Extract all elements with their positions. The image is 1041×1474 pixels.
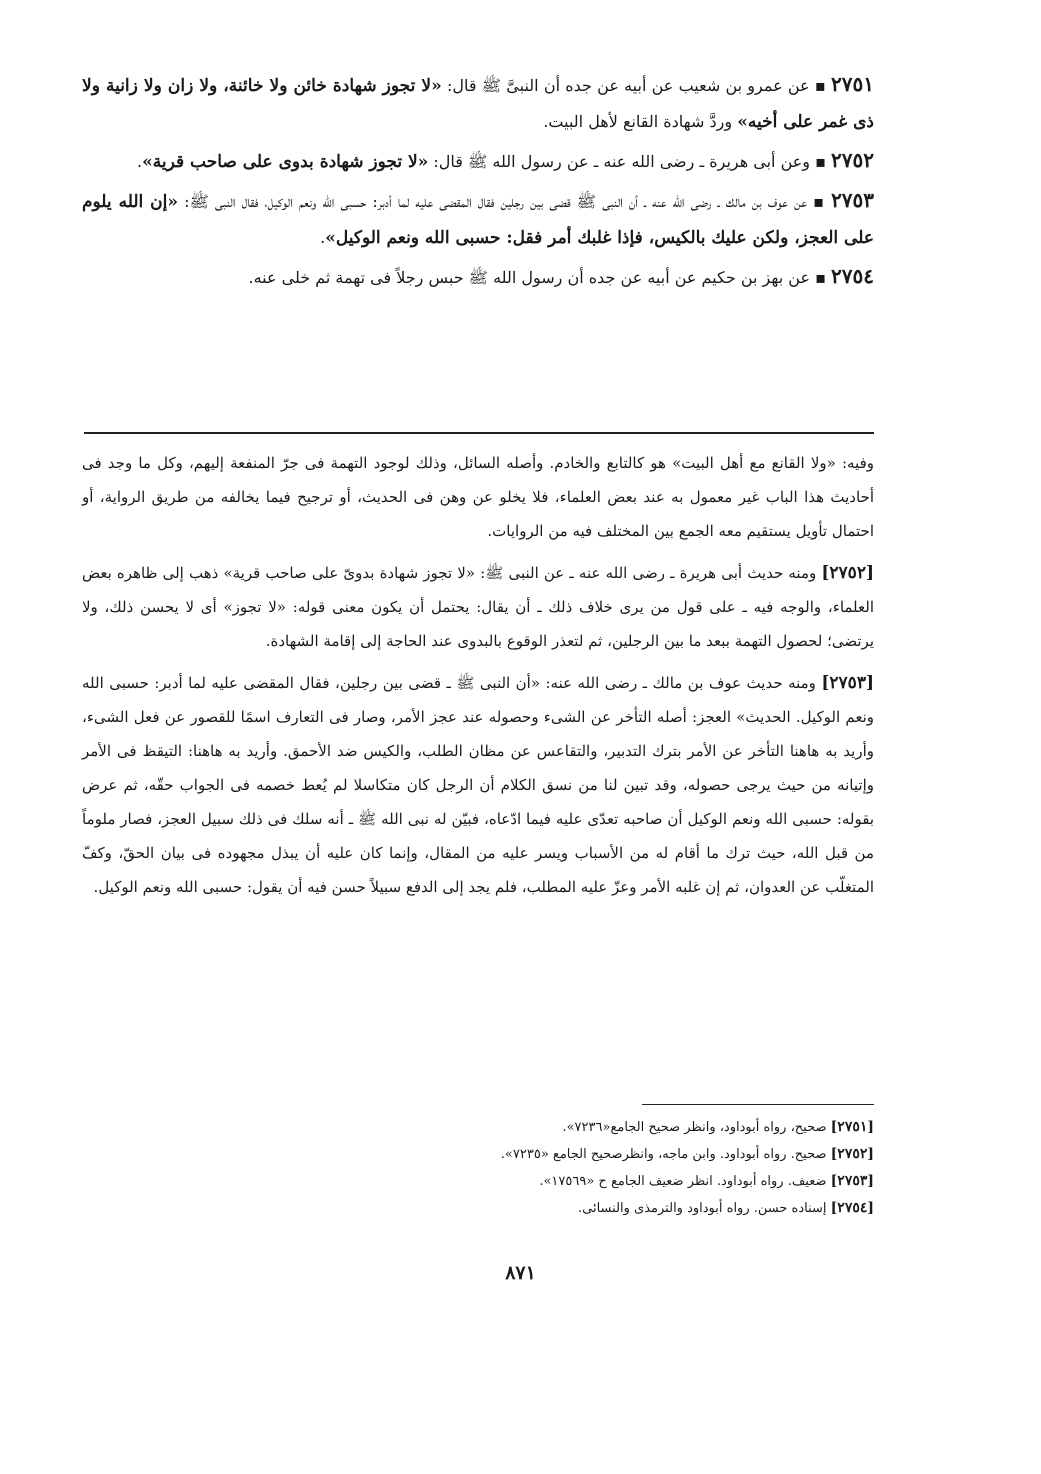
commentary-text: وفيه: «ولا القانع مع أهل البيت» هو كالتابع والخادم. وأصله السائل، وذلك لوجود التهمة فى جرّ المنفعة إليهم، وكل ما وجد فى أحاديث هذا الباب غير معمول به عند بعض العلماء، فلا يخلو عن وهن فى الحديث، أو ترجيح فيما يخالفه من طريق الرواية، أو احتمال تأويل يستقيم معه الجمع بين المختلف فيه من الروايات. (82, 454, 874, 540)
hadith-2753: ٢٧٥٣ ▪ عن عوف بن مالك ـ رضى الله عنه ـ أن النبى ﷺ قضى بين رجلين فقال المقضى عليه لما أدبر: حسبى الله ونعم الوكيل، فقال النبى ﷺ: «إن الله يلوم على العجز، ولكن عليك بالكيس، فإذا غلبك أمر فقل: حسبى الله ونعم الوكيل». (82, 188, 875, 248)
hadith-2752: ٢٧٥٢ ▪ وعن أبى هريرة ـ رضى الله عنه ـ عن رسول الله ﷺ قال: «لا تجوز شهادة بدوى على صاحب قرية». (137, 148, 874, 172)
footnote-text: ضعيف. رواه أبوداود. انظر ضعيف الجامع ح «١٧٥٦٩». (539, 1174, 831, 1189)
footnote-text: صحيح، رواه أبوداود، وانظر صحيح الجامع«٧٢٣٦». (562, 1120, 831, 1135)
commentary-paragraph (82, 446, 874, 548)
hadith-chain: عن بهز بن حكيم عن أبيه عن جده أن رسول الله ﷺ حبس رجلاً فى تهمة ثم خلى عنه. (248, 268, 811, 287)
footnote-item (440, 1141, 874, 1168)
hadith-matn: «لا تجوز شهادة بدوى على صاحب قرية» (142, 152, 429, 172)
commentary-section (82, 446, 874, 912)
commentary-paragraph (82, 666, 874, 904)
hadith-number: ٢٧٥٤ (831, 264, 874, 288)
hadith-chain: عن عمرو بن شعيب عن أبيه عن جده أن النبىَّ ﷺ قال: (441, 76, 810, 95)
footnote-item (440, 1195, 874, 1222)
footnotes (440, 1114, 874, 1222)
commentary-text: ومنه حديث عوف بن مالك ـ رضى الله عنه: «أن النبى ﷺ ـ قضى بين رجلين، فقال المقضى عليه لما أدبر: حسبى الله ونعم الوكيل. الحديث» العجز: أصله التأخر عن الشىء وحصوله عند عجز الأمر، وصار فى التعارف اسمًا للقصور عن فعل الشىء، وأريد به هاهنا التأخر عن الأمر بترك التدبير، والتقاعس عن مظان الطلب، والكيس ضد الأحمق. وأريد به هاهنا: التيقظ فى الأمر وإتيانه من حيث يرجى حصوله، وقد تبين لنا من نسق الكلام أن الرجل كان متكاسلا لم يُعط خصمه فى الجواب حقّه، ثم عرض بقوله: حسبى الله ونعم الوكيل أن صاحبه تعدّى عليه فيما ادّعاه، فبيّن له نبى الله ﷺ ـ أنه سلك فى ذلك سبيل العجز، فصار ملوماً من قبل الله، حيث ترك ما أقام له من الأسباب ويسر عليه من المقال، وإنما كان عليه أن يبذل مجهوده فى بيان الحقّ، وكفّ المتغلّب عن العدوان، ثم إن غلبه الأمر وعزّ عليه المطلب، فلم يجد إلى الدفع سبيلاً حسن فيه أن يقول: حسبى الله ونعم الوكيل. (82, 674, 874, 896)
commentary-text: ومنه حديث أبى هريرة ـ رضى الله عنه ـ عن النبى ﷺ: «لا تجوز شهادة بدوىّ على صاحب قرية» ذهب إلى ظاهره بعض العلماء، والوجه فيه ـ على قول من يرى خلاف ذلك ـ أن يقال: يحتمل أن يكون معنى قوله: «لا تجوز» أى لا يحسن ذلك، ولا يرتضى؛ لحصول التهمة ببعد ما بين الرجلين، ثم لتعذر الوقوع بالبدوى عند الحاجة إلى إقامة الشهادة. (82, 564, 874, 650)
commentary-ref: [٢٧٥٣] (821, 673, 874, 693)
hadith-chain: وعن أبى هريرة ـ رضى الله عنه ـ عن رسول الله ﷺ قال: (428, 152, 811, 171)
hadith-matn: «لا تجوز شهادة خائن ولا خائنة، ولا زان ولا زانية ولا ذى غمر على أخيه» (82, 76, 874, 132)
hadith-number: ٢٧٥٣ (831, 188, 875, 212)
footnote-ref: [٢٧٥٣] (830, 1173, 874, 1189)
hadith-matn: «إن الله يلوم على العجز، ولكن عليك بالكيس، فإذا غلبك أمر فقل: حسبى الله ونعم الوكيل» (82, 192, 874, 248)
footnote-ref: [٢٧٥٢] (830, 1146, 874, 1162)
footnote-text: صحيح. رواه أبوداود. وابن ماجه، وانظرصحيح الجامع «٧٢٣٥». (500, 1147, 831, 1162)
hadith-chain: عن عوف بن مالك ـ رضى الله عنه ـ أن النبى ﷺ قضى بين رجلين فقال المقضى عليه لما أدبر: حسبى الله ونعم الوكيل، فقال النبى ﷺ: (178, 192, 807, 211)
hadith-note: وردَّ شهادة القانع لأهل البيت. (543, 112, 738, 131)
footnote-item (440, 1168, 874, 1195)
hadith-section (82, 66, 874, 298)
footnote-text: إسناده حسن. رواه أبوداود والترمذى والنسائى. (578, 1201, 831, 1216)
hadith-2754: ٢٧٥٤ ▪ عن بهز بن حكيم عن أبيه عن جده أن رسول الله ﷺ حبس رجلاً فى تهمة ثم خلى عنه. (248, 264, 874, 288)
footnote-ref: [٢٧٥٤] (830, 1200, 874, 1216)
hadith-note: . (137, 152, 143, 171)
commentary-paragraph (82, 556, 874, 658)
hadith-number: ٢٧٥١ (831, 72, 875, 96)
hadith-number: ٢٧٥٢ (831, 148, 874, 172)
commentary-ref: [٢٧٥٢] (821, 563, 874, 583)
page-number: ٨٧١ (505, 1262, 536, 1284)
section-divider (84, 432, 874, 434)
footnote-item (440, 1114, 874, 1141)
hadith-note: . (320, 228, 326, 247)
footnote-divider (642, 1104, 874, 1105)
hadith-2751: ٢٧٥١ ▪ عن عمرو بن شعيب عن أبيه عن جده أن النبىَّ ﷺ قال: «لا تجوز شهادة خائن ولا خائنة، ولا زان ولا زانية ولا ذى غمر على أخيه» وردَّ شهادة القانع لأهل البيت. (82, 72, 875, 132)
footnote-ref: [٢٧٥١] (830, 1119, 874, 1135)
